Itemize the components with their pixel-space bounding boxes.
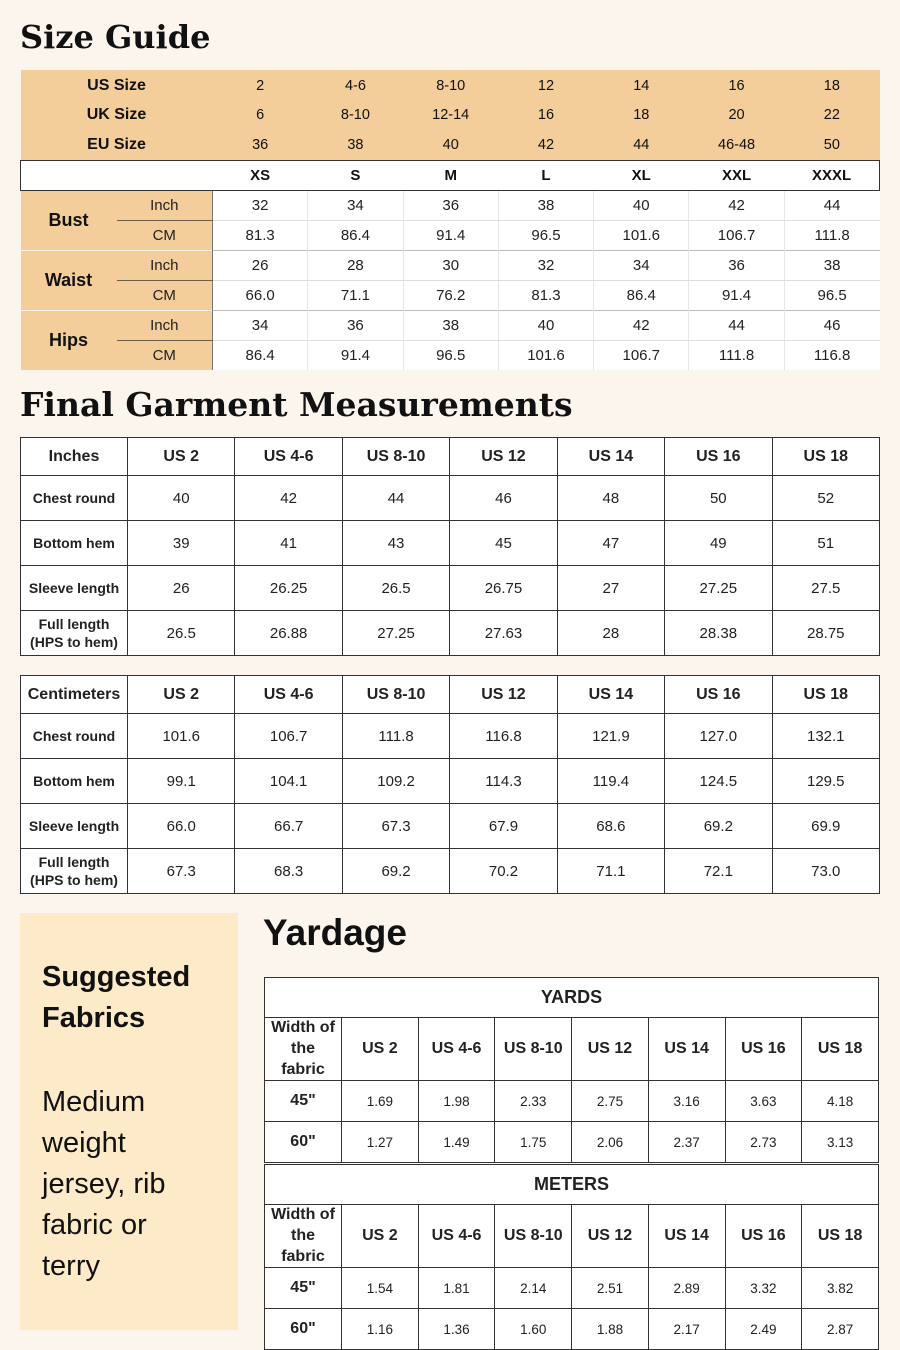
measurement-label-line: Sleeve length [28,817,120,834]
measurement-value: 47 [557,521,664,566]
measurement-value: 68.6 [557,804,664,849]
unit-corner-label: Inches [21,438,128,476]
intl-size-value: 22 [784,100,879,130]
size-header: US 4-6 [418,1205,495,1268]
yardage-value: 1.81 [418,1268,495,1309]
yardage-value: 1.69 [342,1081,419,1122]
intl-size-value: 8-10 [308,100,403,130]
measurement-row [21,476,880,521]
letter-size: M [403,160,498,190]
measure-value: 38 [498,190,593,220]
header-row [21,676,880,714]
yardage-value: 1.75 [495,1122,572,1163]
intl-size-label: US Size [21,70,213,100]
garment-inches-table [20,437,880,656]
measure-value: 91.4 [689,280,784,310]
suggested-fabrics-title: Suggested Fabrics [42,961,191,1034]
body-measure-row [21,310,880,340]
size-header: US 8-10 [342,676,449,714]
measure-value: 106.7 [689,220,784,250]
measurement-value: 67.3 [342,804,449,849]
yardage-value: 2.49 [725,1309,802,1350]
yardage-row [265,1081,879,1122]
unit-label: CM [117,280,213,310]
size-header: US 16 [725,1018,802,1081]
measure-value: 40 [594,190,689,220]
measurement-label [21,476,128,521]
measurement-value: 28.38 [665,611,772,656]
measurement-value: 28 [557,611,664,656]
letter-size-corner [21,160,213,190]
measure-value: 116.8 [784,340,879,370]
intl-size-value: 8-10 [403,70,498,100]
measure-value: 111.8 [689,340,784,370]
yardage-row [265,1309,879,1350]
fabric-width-header-line: Width of the [271,1019,335,1057]
final-garment-title: Final Garment Measurements [20,385,573,424]
measure-value: 101.6 [498,340,593,370]
body-measure-row [21,220,880,250]
yardage-value: 2.75 [572,1081,649,1122]
size-header: US 16 [665,676,772,714]
caption-row [265,978,879,1018]
measurement-value: 111.8 [342,714,449,759]
yardage-value: 2.14 [495,1268,572,1309]
measurement-value: 27.5 [772,566,879,611]
size-header: US 4-6 [235,676,342,714]
yardage-meters-table [264,1164,879,1350]
intl-size-row [21,70,880,100]
measurement-value: 106.7 [235,714,342,759]
measure-value: 26 [213,250,308,280]
measurement-label [21,521,128,566]
header-row [265,1205,879,1268]
size-guide-title: Size Guide [20,18,211,56]
size-header: US 18 [772,676,879,714]
measure-value: 34 [213,310,308,340]
measurement-label-line: Chest round [32,727,116,744]
yardage-value: 4.18 [802,1081,879,1122]
yardage-caption: YARDS [265,978,879,1018]
measurement-value: 50 [665,476,772,521]
letter-size: XS [213,160,308,190]
yardage-value: 1.60 [495,1309,572,1350]
intl-size-value: 36 [213,130,308,160]
measurement-value: 26.25 [235,566,342,611]
measurement-value: 114.3 [450,759,557,804]
yardage-value: 2.73 [725,1122,802,1163]
measurement-value: 26.5 [128,611,235,656]
measurement-value: 26.5 [342,566,449,611]
measurement-row [21,611,880,656]
measure-value: 66.0 [213,280,308,310]
measure-value: 36 [403,190,498,220]
unit-label: CM [117,340,213,370]
measurement-value: 109.2 [342,759,449,804]
measurement-label-line: Chest round [32,489,116,506]
measurement-value: 27 [557,566,664,611]
measurement-value: 67.3 [128,849,235,894]
measurement-label-line: Full length [38,615,110,632]
measurement-row [21,714,880,759]
suggested-fabrics-text: Medium weight jersey, rib fabric or terry [42,1086,166,1282]
intl-size-value: 42 [498,130,593,160]
measurement-value: 51 [772,521,879,566]
size-header: US 18 [802,1018,879,1081]
size-header: US 2 [128,676,235,714]
caption-row [265,1165,879,1205]
size-header: US 12 [450,676,557,714]
measurement-value: 66.7 [235,804,342,849]
body-measure-row [21,280,880,310]
unit-label: Inch [117,190,213,220]
measurement-value: 26 [128,566,235,611]
measurement-row [21,759,880,804]
measure-value: 81.3 [213,220,308,250]
intl-size-value: 38 [308,130,403,160]
letter-size: XXXL [784,160,879,190]
intl-size-label: EU Size [21,130,213,160]
measure-value: 46 [784,310,879,340]
intl-size-value: 18 [594,100,689,130]
size-header: US 14 [648,1205,725,1268]
yardage-value: 2.17 [648,1309,725,1350]
measurement-value: 45 [450,521,557,566]
size-header: US 18 [802,1205,879,1268]
measurement-value: 42 [235,476,342,521]
body-area-label: Hips [21,310,117,370]
yardage-value: 2.37 [648,1122,725,1163]
measurement-value: 26.88 [235,611,342,656]
measurement-value: 66.0 [128,804,235,849]
measure-value: 81.3 [498,280,593,310]
yardage-value: 3.32 [725,1268,802,1309]
measure-value: 34 [308,190,403,220]
measure-value: 32 [498,250,593,280]
measurement-label [21,566,128,611]
size-header: US 4-6 [418,1018,495,1081]
size-header: US 12 [450,438,557,476]
unit-corner-label: Centimeters [21,676,128,714]
size-header: US 8-10 [495,1205,572,1268]
measurement-value: 44 [342,476,449,521]
letter-size: XL [594,160,689,190]
fabric-width: 60" [265,1122,342,1163]
size-header: US 16 [665,438,772,476]
measurement-label-line: (HPS to hem) [30,872,118,888]
measurement-value: 52 [772,476,879,521]
measurement-label [21,804,128,849]
measure-value: 44 [784,190,879,220]
measure-value: 86.4 [594,280,689,310]
unit-label: Inch [117,250,213,280]
measure-value: 42 [594,310,689,340]
measure-value: 96.5 [403,340,498,370]
measurement-value: 48 [557,476,664,521]
measure-value: 42 [689,190,784,220]
measurement-row [21,804,880,849]
letter-size: L [498,160,593,190]
intl-size-value: 40 [403,130,498,160]
measure-value: 111.8 [784,220,879,250]
measurement-label [21,714,128,759]
measure-value: 96.5 [784,280,879,310]
size-header: US 4-6 [235,438,342,476]
intl-size-label: UK Size [21,100,213,130]
yardage-value: 3.16 [648,1081,725,1122]
size-header: US 8-10 [495,1018,572,1081]
measurement-value: 101.6 [128,714,235,759]
measurement-value: 73.0 [772,849,879,894]
fabric-width-header-line: fabric [281,1060,325,1078]
intl-size-value: 6 [213,100,308,130]
letter-size-row [21,160,880,190]
intl-size-value: 50 [784,130,879,160]
fabric-width: 60" [265,1309,342,1350]
yardage-value: 3.82 [802,1268,879,1309]
letter-size: XXL [689,160,784,190]
measurement-value: 69.2 [342,849,449,894]
yardage-yards-table [264,977,879,1163]
intl-size-value: 14 [594,70,689,100]
measurement-label [21,611,128,656]
size-header: US 8-10 [342,438,449,476]
measurement-label [21,849,128,894]
measurement-row [21,849,880,894]
measurement-label-line: Sleeve length [28,579,120,596]
measure-value: 44 [689,310,784,340]
yardage-value: 1.88 [572,1309,649,1350]
measurement-value: 40 [128,476,235,521]
measurement-value: 127.0 [665,714,772,759]
measurement-value: 69.2 [665,804,772,849]
measurement-label-line: Full length [38,853,110,870]
measurement-value: 67.9 [450,804,557,849]
measure-value: 86.4 [213,340,308,370]
body-measure-row [21,250,880,280]
measurement-value: 43 [342,521,449,566]
measure-value: 28 [308,250,403,280]
measure-value: 76.2 [403,280,498,310]
size-header: US 2 [128,438,235,476]
body-area-label: Bust [21,190,117,250]
intl-size-row [21,100,880,130]
size-header: US 14 [557,676,664,714]
measurement-value: 71.1 [557,849,664,894]
intl-size-row [21,130,880,160]
yardage-value: 2.51 [572,1268,649,1309]
measure-value: 38 [784,250,879,280]
measure-value: 38 [403,310,498,340]
intl-size-value: 12 [498,70,593,100]
yardage-value: 2.87 [802,1309,879,1350]
size-header: US 2 [342,1205,419,1268]
header-row [265,1018,879,1081]
intl-size-value: 18 [784,70,879,100]
fabric-width: 45" [265,1268,342,1309]
measurement-label-line: Bottom hem [33,772,115,789]
intl-size-value: 16 [498,100,593,130]
measurement-value: 28.75 [772,611,879,656]
intl-size-value: 20 [689,100,784,130]
measurement-value: 132.1 [772,714,879,759]
measurement-value: 27.63 [450,611,557,656]
measurement-value: 49 [665,521,772,566]
size-header: US 14 [648,1018,725,1081]
yardage-value: 1.27 [342,1122,419,1163]
measure-value: 86.4 [308,220,403,250]
measurement-value: 99.1 [128,759,235,804]
yardage-row [265,1268,879,1309]
measure-value: 91.4 [308,340,403,370]
measurement-row [21,566,880,611]
yardage-value: 1.98 [418,1081,495,1122]
measurement-value: 70.2 [450,849,557,894]
measure-value: 32 [213,190,308,220]
yardage-value: 2.06 [572,1122,649,1163]
measure-value: 40 [498,310,593,340]
yardage-value: 3.13 [802,1122,879,1163]
measurement-value: 104.1 [235,759,342,804]
measure-value: 36 [689,250,784,280]
size-header: US 12 [572,1205,649,1268]
body-area-label: Waist [21,250,117,310]
measurement-value: 68.3 [235,849,342,894]
measurement-label-line: (HPS to hem) [30,634,118,650]
body-measure-row [21,340,880,370]
suggested-fabrics-panel [20,913,238,1330]
measurement-label [21,759,128,804]
measurement-value: 119.4 [557,759,664,804]
unit-label: CM [117,220,213,250]
size-header: US 14 [557,438,664,476]
measurement-value: 72.1 [665,849,772,894]
size-guide-table [20,70,880,370]
measurement-value: 41 [235,521,342,566]
measurement-label-line: Bottom hem [33,534,115,551]
measure-value: 101.6 [594,220,689,250]
measure-value: 91.4 [403,220,498,250]
yardage-caption: METERS [265,1165,879,1205]
fabric-width-header-line: fabric [281,1247,325,1265]
letter-size: S [308,160,403,190]
yardage-value: 1.16 [342,1309,419,1350]
body-measure-row [21,190,880,220]
intl-size-value: 4-6 [308,70,403,100]
measure-value: 71.1 [308,280,403,310]
size-header: US 16 [725,1205,802,1268]
intl-size-value: 16 [689,70,784,100]
garment-centimeters-table [20,675,880,894]
measurement-value: 26.75 [450,566,557,611]
fabric-width-header [265,1018,342,1081]
measurement-value: 116.8 [450,714,557,759]
intl-size-value: 46-48 [689,130,784,160]
fabric-width-header [265,1205,342,1268]
measurement-value: 121.9 [557,714,664,759]
measure-value: 34 [594,250,689,280]
measurement-value: 39 [128,521,235,566]
intl-size-value: 44 [594,130,689,160]
size-header: US 12 [572,1018,649,1081]
measure-value: 96.5 [498,220,593,250]
measure-value: 106.7 [594,340,689,370]
yardage-value: 1.54 [342,1268,419,1309]
yardage-value: 3.63 [725,1081,802,1122]
yardage-value: 2.89 [648,1268,725,1309]
measurement-value: 27.25 [342,611,449,656]
measurement-value: 46 [450,476,557,521]
yardage-value: 1.36 [418,1309,495,1350]
intl-size-value: 2 [213,70,308,100]
yardage-value: 2.33 [495,1081,572,1122]
fabric-width-header-line: Width of the [271,1206,335,1244]
size-header: US 18 [772,438,879,476]
fabric-width: 45" [265,1081,342,1122]
yardage-row [265,1122,879,1163]
measurement-value: 27.25 [665,566,772,611]
yardage-value: 1.49 [418,1122,495,1163]
yardage-title: Yardage [263,912,407,953]
measure-value: 30 [403,250,498,280]
unit-label: Inch [117,310,213,340]
measure-value: 36 [308,310,403,340]
header-row [21,438,880,476]
measurement-value: 124.5 [665,759,772,804]
measurement-value: 69.9 [772,804,879,849]
intl-size-value: 12-14 [403,100,498,130]
measurement-value: 129.5 [772,759,879,804]
size-header: US 2 [342,1018,419,1081]
measurement-row [21,521,880,566]
